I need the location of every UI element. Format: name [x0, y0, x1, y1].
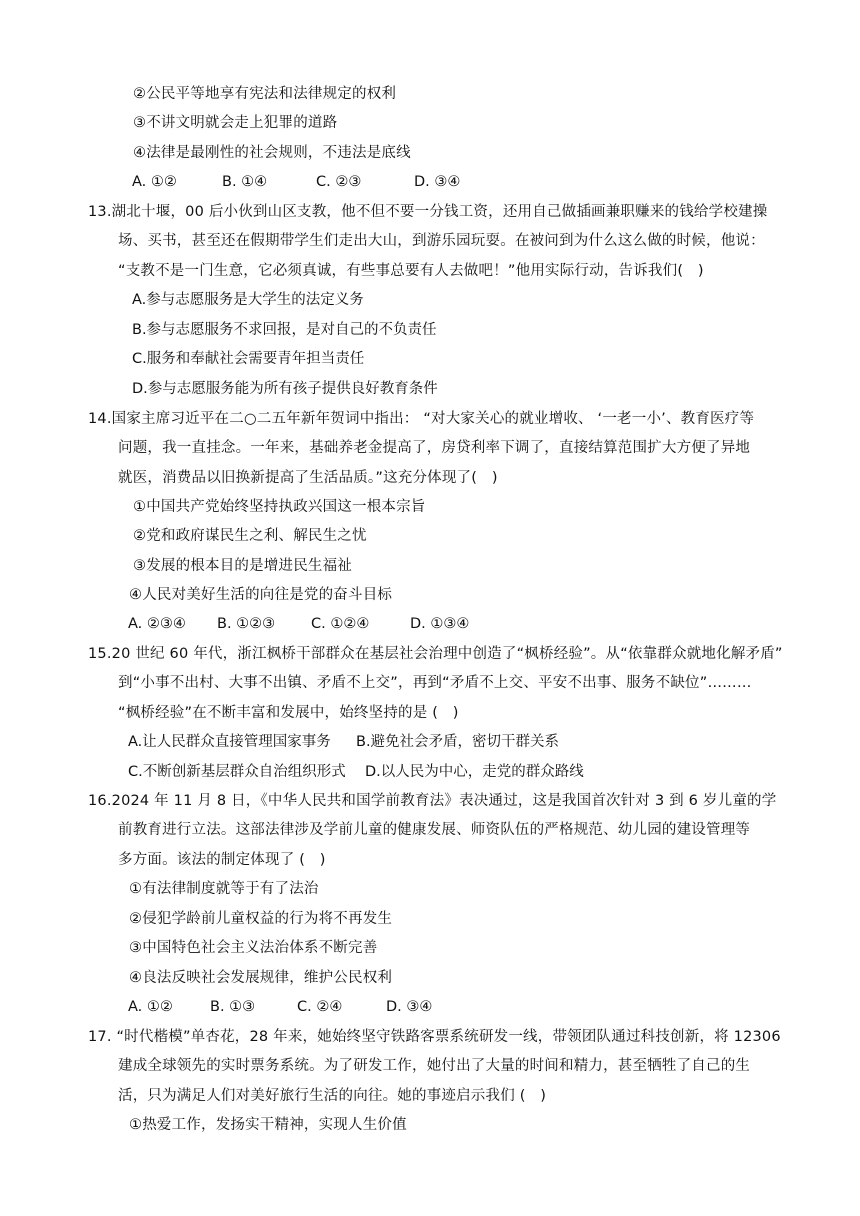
q14-statement-4: ④人民对美好生活的向往是党的奋斗目标 [129, 587, 393, 603]
q16-stem-line-1: 16.2024 年 11 月 8 日，《中华人民共和国学前教育法》表决通过，这是我国首次针对 3 到 6 岁儿童的学 [88, 793, 777, 809]
q14-stem-line-1: 14.国家主席习近平在二○二五年新年贺词中指出： “对大家关心的就业增收、 ‘一老一小’、教育医疗等 [88, 411, 755, 427]
q14-stem-line-3: 就医，消费品以旧换新提高了生活品质。”这充分体现了( ) [118, 470, 498, 486]
q13-stem-line-1: 13.湖北十堰，00 后小伙到山区支教，他不但不要一分钱工资，还用自己做插画兼职赚来的钱给学校建操 [88, 204, 768, 220]
q16-option-d: D. ③④ [386, 999, 433, 1015]
q17-statement-1: ①热爱工作，发扬实干精神，实现人生价值 [129, 1117, 407, 1133]
q12-option-b: B. ①④ [222, 174, 268, 190]
q16-statement-2: ②侵犯学龄前儿童权益的行为将不再发生 [129, 911, 393, 927]
q15-option-b: B.避免社会矛盾，密切干群关系 [356, 734, 560, 750]
q13-stem-line-2: 场、买书，甚至还在假期带学生们走出大山，到游乐园玩耍。在被问到为什么这么做的时候，他说： [118, 233, 765, 249]
q12-statement-3: ③不讲文明就会走上犯罪的道路 [133, 115, 338, 131]
q16-stem-line-3: 多方面。该法的制定体现了 ( ) [118, 852, 326, 868]
q17-stem-line-3: 活，只为满足人们对美好旅行生活的向往。她的事迹启示我们 ( ) [118, 1088, 547, 1104]
q13-option-b: B.参与志愿服务不求回报，是对自己的不负责任 [132, 322, 437, 338]
q16-statement-3: ③中国特色社会主义法治体系不断完善 [129, 940, 378, 956]
q14-option-d: D. ①③④ [410, 616, 470, 632]
q13-stem-line-3: “支教不是一门生意，它必须真诚，有些事总要有人去做吧！”他用实际行动，告诉我们( ) [118, 263, 704, 279]
q12-option-d: D. ③④ [414, 174, 461, 190]
q14-option-c: C. ①②④ [311, 616, 370, 632]
q17-stem-line-2: 建成全球领先的实时票务系统。为了研发工作，她付出了大量的时间和精力，甚至牺牲了自己的生 [118, 1058, 751, 1074]
q12-option-a: A. ①② [132, 174, 177, 190]
q15-option-c: C.不断创新基层群众自治组织形式 [128, 764, 346, 780]
q16-option-c: C. ②④ [297, 999, 343, 1015]
q14-statement-2: ②党和政府谋民生之利、解民生之忧 [133, 528, 367, 544]
q12-statement-4: ④法律是最刚性的社会规则，不违法是底线 [133, 145, 411, 161]
q16-option-a: A. ①② [128, 999, 173, 1015]
q16-statement-4: ④良法反映社会发展规律，维护公民权利 [129, 970, 393, 986]
q12-option-c: C. ②③ [316, 174, 362, 190]
q17-stem-line-1: 17. “时代楷模”单杏花，28 年来，她始终坚守铁路客票系统研发一线，带领团队通过科技创新，将 12306 [88, 1029, 781, 1045]
q15-stem-line-3: “枫桥经验”在不断丰富和发展中，始终坚持的是 ( ) [118, 705, 459, 721]
q15-option-d: D.以人民为中心，走党的群众路线 [365, 764, 584, 780]
q14-option-b: B. ①②③ [217, 616, 276, 632]
q15-stem-line-2: 到“小事不出村、大事不出镇、矛盾不上交”，再到“矛盾不上交、平安不出事、服务不缺位”……… [118, 675, 752, 691]
q14-statement-3: ③发展的根本目的是增进民生福祉 [133, 558, 352, 574]
q16-stem-line-2: 前教育进行立法。这部法律涉及学前儿童的健康发展、师资队伍的严格规范、幼儿园的建设管理等 [118, 822, 751, 838]
q12-statement-2: ②公民平等地享有宪法和法律规定的权利 [133, 86, 397, 102]
q16-option-b: B. ①③ [210, 999, 256, 1015]
q13-option-c: C.服务和奉献社会需要青年担当责任 [132, 351, 365, 367]
q15-stem-line-1: 15.20 世纪 60 年代，浙江枫桥干部群众在基层社会治理中创造了“枫桥经验”。从“依靠群众就地化解矛盾” [88, 646, 783, 662]
q14-stem-line-2: 问题，我一直挂念。一年来，基础养老金提高了，房贷利率下调了，直接结算范围扩大方便了异地 [118, 440, 751, 456]
q13-option-a: A.参与志愿服务是大学生的法定义务 [132, 292, 364, 308]
q13-option-d: D.参与志愿服务能为所有孩子提供良好教育条件 [132, 381, 438, 397]
q15-option-a: A.让人民群众直接管理国家事务 [128, 734, 331, 750]
q14-option-a: A. ②③④ [128, 616, 186, 632]
q14-statement-1: ①中国共产党始终坚持执政兴国这一根本宗旨 [133, 499, 426, 515]
q16-statement-1: ①有法律制度就等于有了法治 [129, 881, 319, 897]
